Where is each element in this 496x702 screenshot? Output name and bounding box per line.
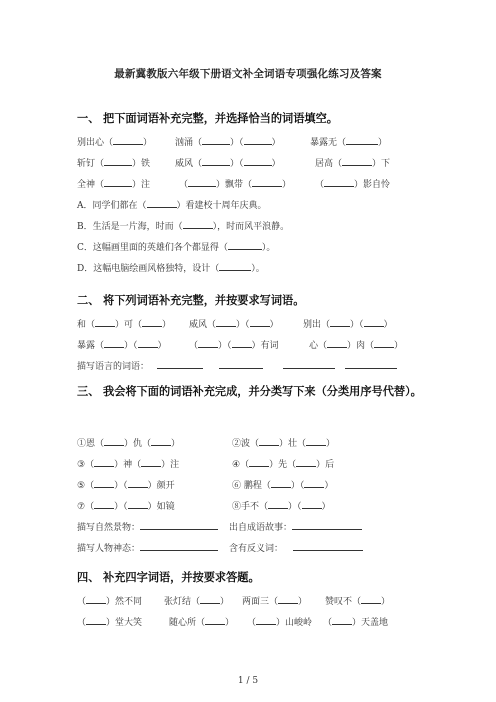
blank[interactable] [324,177,354,187]
answer-line[interactable] [219,359,263,369]
blank[interactable] [330,317,350,327]
blank[interactable] [216,317,236,327]
section-4-title: 补充四字词语，并按要求答题。 [103,570,260,584]
blank[interactable] [141,457,161,467]
blank[interactable] [219,261,251,271]
s1-question-d: D．这幅电脑绘画风格独特，设计（ ）。 [77,261,265,274]
blank[interactable] [183,219,213,229]
blank[interactable] [202,135,230,145]
blank[interactable] [205,615,225,625]
blank[interactable] [147,198,177,208]
blank[interactable] [304,478,324,488]
document-page: 最新冀教版六年级下册语文补全词语专项强化练习及答案 一、 把下面词语补充完整，并选择恰当的词语填空。 别出心（ ） 汹涌（ ）（ ） 暴露无（ ） 斩钉（ ）铁 威风（ ）（ ） 居高（ ）下 全神（ ）注 （ ）飘带（ ） （ ）影自怜 A．同学们都在（ ）看建校十周年庆典。 B．生活是一片海，时而（ ），时而风平浪静。 C．这幅画里面的英雄们各个都显得（ ）。 D．这幅电脑绘画风格独特，设计（ ）。 二、 将下列词语补充完整，并按要求写词语。 和（ ）可（ ） 威风（ ）（ ） 别出（ ）（ ） 暴露（ ）（ ） （ ）（ ）有词 心（ ）肉（ ） 描写语言的词语： 三、 我会将下面的词语补充完成，并分类写下来（分类用序号代替）。 ①恩（ ）仇（ ） ②波（ ）壮（ ） ③（ ）神（ ）注 ④（ ）先（ ）后 ⑤（ ）（ ）颜开 ⑥ 鹏程（ ）（ ） ⑦（ ）（ ）如镜 ⑧手不（ ）（ ） 描写自然景物： 出自成语故事： 描写人物神态： 含有反义词： 四、 补充四字词语，并按要求答题。 （ ）然不同 张灯结（ ） 两面三（ ） 赞叹不（ ） （ ）堂大笑 随心所（ ） （ ）山峻岭 （ ）天盖地 1 / 5 [0,0,496,702]
blank[interactable] [94,457,114,467]
page-number: 1 / 5 [237,676,259,686]
blank[interactable] [104,177,132,187]
s1-question-c: C．这幅画里面的英雄们各个都显得（ ）。 [77,240,275,253]
blank[interactable] [95,317,115,327]
blank[interactable] [244,135,272,145]
blank[interactable] [138,338,158,348]
answer-line[interactable] [157,359,203,369]
answer-line[interactable] [345,359,397,369]
section-1-heading [77,110,338,126]
blank[interactable] [374,338,394,348]
section-2-heading [77,292,304,308]
blank[interactable] [278,594,298,604]
blank[interactable] [332,615,352,625]
blank[interactable] [104,156,132,166]
section-3-title: 我会将下面的词语补充完成，并分类写下来（分类用序号代替）。 [103,384,422,398]
blank[interactable] [268,499,288,509]
blank[interactable] [346,135,378,145]
blank[interactable] [113,135,143,145]
blank[interactable] [228,240,262,250]
blank[interactable] [302,499,322,509]
section-4-number: 四、 [77,570,100,584]
blank[interactable] [188,177,216,187]
blank[interactable] [151,436,171,446]
section-3-number: 三、 [77,384,100,398]
answer-line[interactable] [293,541,363,551]
blank[interactable] [244,156,272,166]
section-1-number: 一、 [77,111,100,125]
blank[interactable] [327,338,347,348]
s2-row-3: 描写语言的词语： [77,359,149,372]
blank[interactable] [128,478,148,488]
s1-question-b: B．生活是一片海，时而（ ），时而风平浪静。 [77,219,289,232]
blank[interactable] [142,317,162,327]
s1-question-a: A．同学们都在（ ）看建校十周年庆典。 [77,198,267,211]
answer-line[interactable] [283,359,335,369]
blank[interactable] [361,594,381,604]
answer-line[interactable] [140,541,218,551]
answer-line[interactable] [292,520,362,530]
blank[interactable] [128,499,148,509]
blank[interactable] [104,436,124,446]
blank[interactable] [249,457,269,467]
blank[interactable] [86,594,106,604]
blank[interactable] [94,499,114,509]
section-3-heading [77,379,437,403]
blank[interactable] [296,457,316,467]
blank[interactable] [342,156,372,166]
blank[interactable] [86,615,106,625]
answer-line[interactable] [140,520,218,530]
section-1-title: 把下面词语补充完整，并选择恰当的词语填空。 [103,111,338,125]
blank[interactable] [306,436,326,446]
blank[interactable] [271,478,291,488]
blank[interactable] [364,317,384,327]
section-2-title: 将下列词语补充完整，并按要求写词语。 [103,293,305,307]
blank[interactable] [256,615,276,625]
blank[interactable] [104,338,124,348]
blank[interactable] [232,338,252,348]
blank[interactable] [202,156,230,166]
section-4-heading [77,569,260,585]
blank[interactable] [250,317,270,327]
document-title: 最新冀教版六年级下册语文补全词语专项强化练习及答案 [114,68,382,80]
blank[interactable] [259,436,279,446]
blank[interactable] [252,177,282,187]
blank[interactable] [198,338,218,348]
blank[interactable] [94,478,114,488]
blank[interactable] [200,594,220,604]
section-2-number: 二、 [77,293,100,307]
